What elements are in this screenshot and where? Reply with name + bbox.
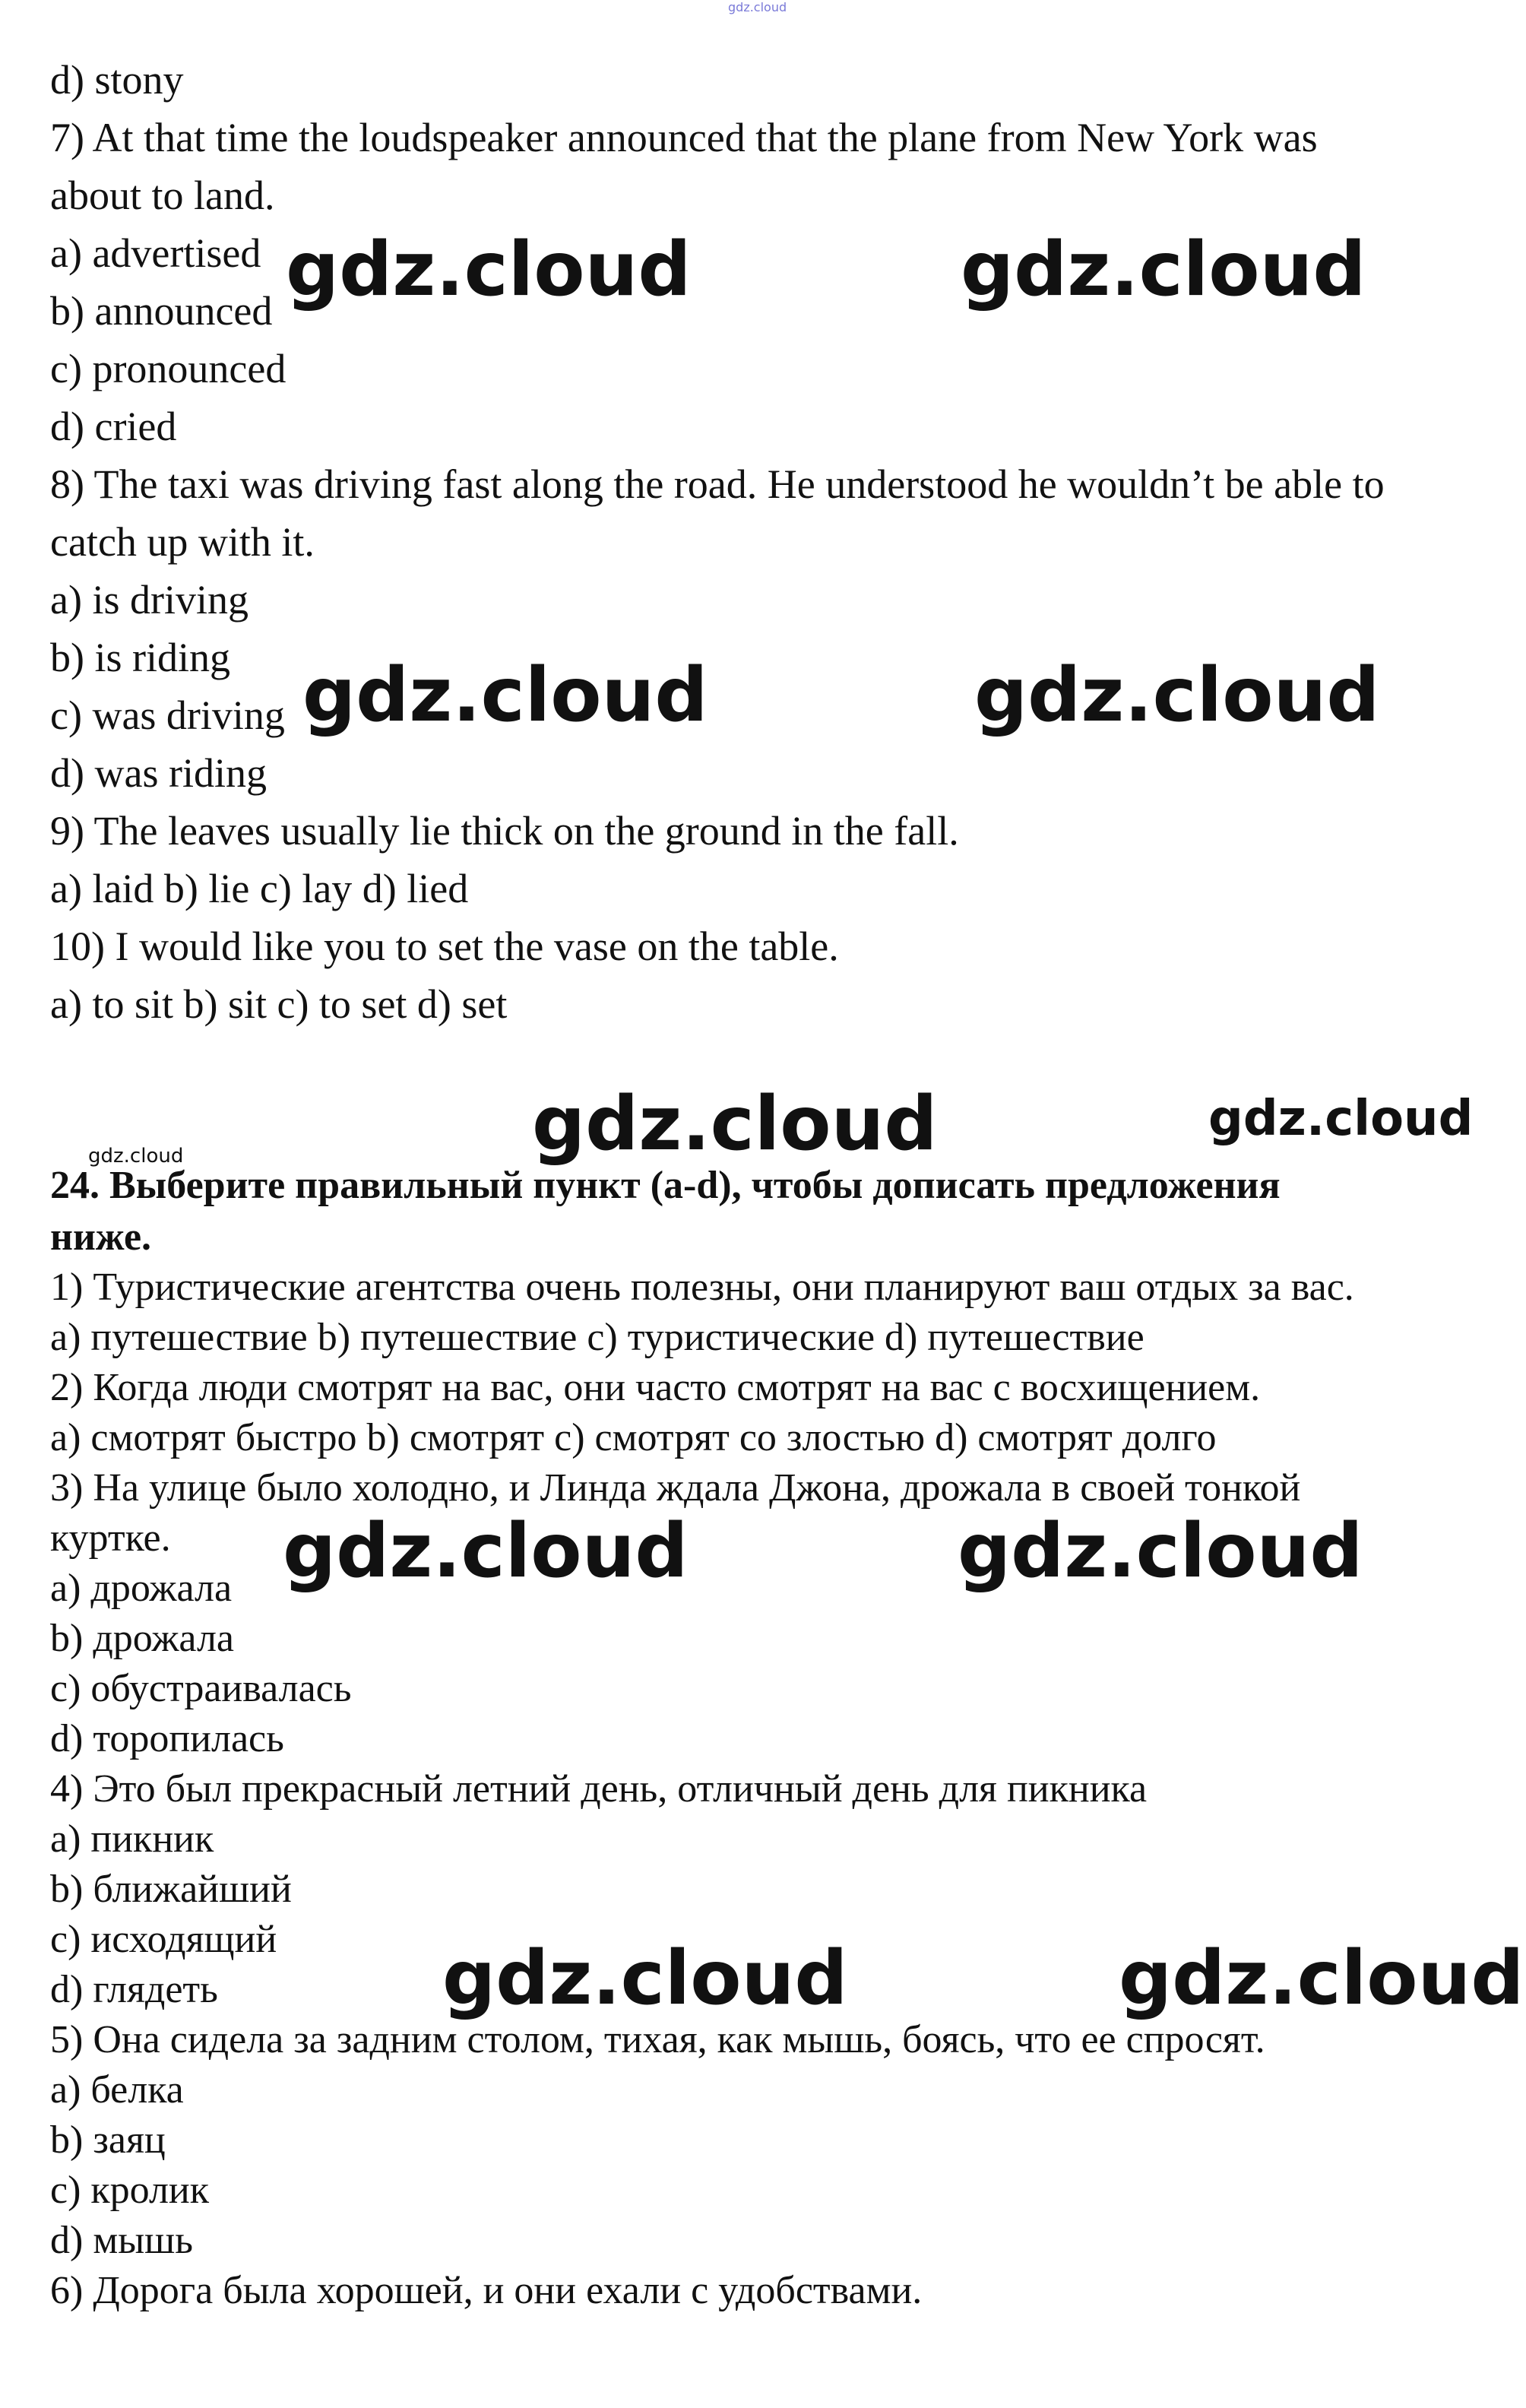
question-line: 8) The taxi was driving fast along the road. He understood he wouldn’t be able to bbox=[50, 461, 1385, 507]
option-line: a) is driving bbox=[50, 577, 249, 623]
option-line: b) дрожала bbox=[50, 1617, 234, 1660]
watermark: gdz.cloud bbox=[286, 227, 692, 313]
watermark: gdz.cloud bbox=[958, 1508, 1363, 1595]
option-line: c) pronounced bbox=[50, 346, 287, 391]
option-line: b) is riding bbox=[50, 635, 230, 680]
option-line: a) смотрят быстро b) смотрят c) смотрят со злостью d) смотрят долго bbox=[50, 1416, 1217, 1459]
watermark: gdz.cloud bbox=[974, 652, 1380, 739]
option-line: a) пикник bbox=[50, 1817, 214, 1861]
question-line: 3) На улице было холодно, и Линда ждала Джона, дрожала в своей тонкой bbox=[50, 1466, 1301, 1510]
watermark: gdz.cloud bbox=[532, 1081, 938, 1168]
task-heading: 24. Выберите правильный пункт (a-d), чтобы дописать предложения bbox=[50, 1164, 1281, 1207]
watermark: gdz.cloud bbox=[283, 1508, 689, 1595]
option-line: c) was driving bbox=[50, 692, 285, 738]
option-line: a) laid b) lie c) lay d) lied bbox=[50, 866, 469, 911]
task-heading: ниже. bbox=[50, 1215, 152, 1259]
question-line: about to land. bbox=[50, 173, 275, 218]
watermark-small: gdz.cloud bbox=[88, 1145, 184, 1168]
option-line: d) stony bbox=[50, 57, 184, 103]
option-line: c) кролик bbox=[50, 2169, 210, 2212]
question-line: куртке. bbox=[50, 1516, 171, 1560]
watermark: gdz.cloud bbox=[442, 1935, 848, 2022]
option-line: a) белка bbox=[50, 2068, 184, 2112]
option-line: d) торопилась bbox=[50, 1717, 284, 1760]
option-line: a) advertised bbox=[50, 230, 261, 276]
option-line: b) заяц bbox=[50, 2118, 166, 2162]
watermark: gdz.cloud bbox=[961, 227, 1366, 313]
question-line: 6) Дорога была хорошей, и они ехали с удобствами. bbox=[50, 2269, 923, 2312]
question-line: 10) I would like you to set the vase on the table. bbox=[50, 924, 839, 969]
option-line: b) ближайший bbox=[50, 1868, 292, 1911]
option-line: c) исходящий bbox=[50, 1918, 277, 1961]
question-line: 9) The leaves usually lie thick on the ground in the fall. bbox=[50, 808, 959, 854]
watermark: gdz.cloud bbox=[302, 652, 708, 739]
option-line: a) путешествие b) путешествие c) туристические d) путешествие bbox=[50, 1316, 1144, 1359]
option-line: d) глядеть bbox=[50, 1968, 218, 2011]
option-line: c) обустраивалась bbox=[50, 1667, 352, 1710]
question-line: 2) Когда люди смотрят на вас, они часто смотрят на вас с восхищением. bbox=[50, 1366, 1261, 1409]
option-line: d) cried bbox=[50, 404, 177, 449]
question-line: 5) Она сидела за задним столом, тихая, как мышь, боясь, что ее спросят. bbox=[50, 2018, 1265, 2061]
watermark: gdz.cloud bbox=[1208, 1091, 1474, 1147]
question-line: 7) At that time the loudspeaker announced that the plane from New York was bbox=[50, 115, 1318, 160]
option-line: b) announced bbox=[50, 288, 273, 334]
option-line: d) мышь bbox=[50, 2219, 193, 2262]
option-line: a) дрожала bbox=[50, 1567, 233, 1610]
top-watermark: gdz.cloud bbox=[728, 0, 787, 14]
question-line: catch up with it. bbox=[50, 519, 315, 565]
option-line: d) was riding bbox=[50, 750, 267, 796]
question-line: 4) Это был прекрасный летний день, отличный день для пикника bbox=[50, 1767, 1148, 1811]
watermark: gdz.cloud bbox=[1119, 1935, 1524, 2022]
question-line: 1) Туристические агентства очень полезны, они планируют ваш отдых за вас. bbox=[50, 1266, 1354, 1309]
option-line: a) to sit b) sit c) to set d) set bbox=[50, 981, 508, 1027]
